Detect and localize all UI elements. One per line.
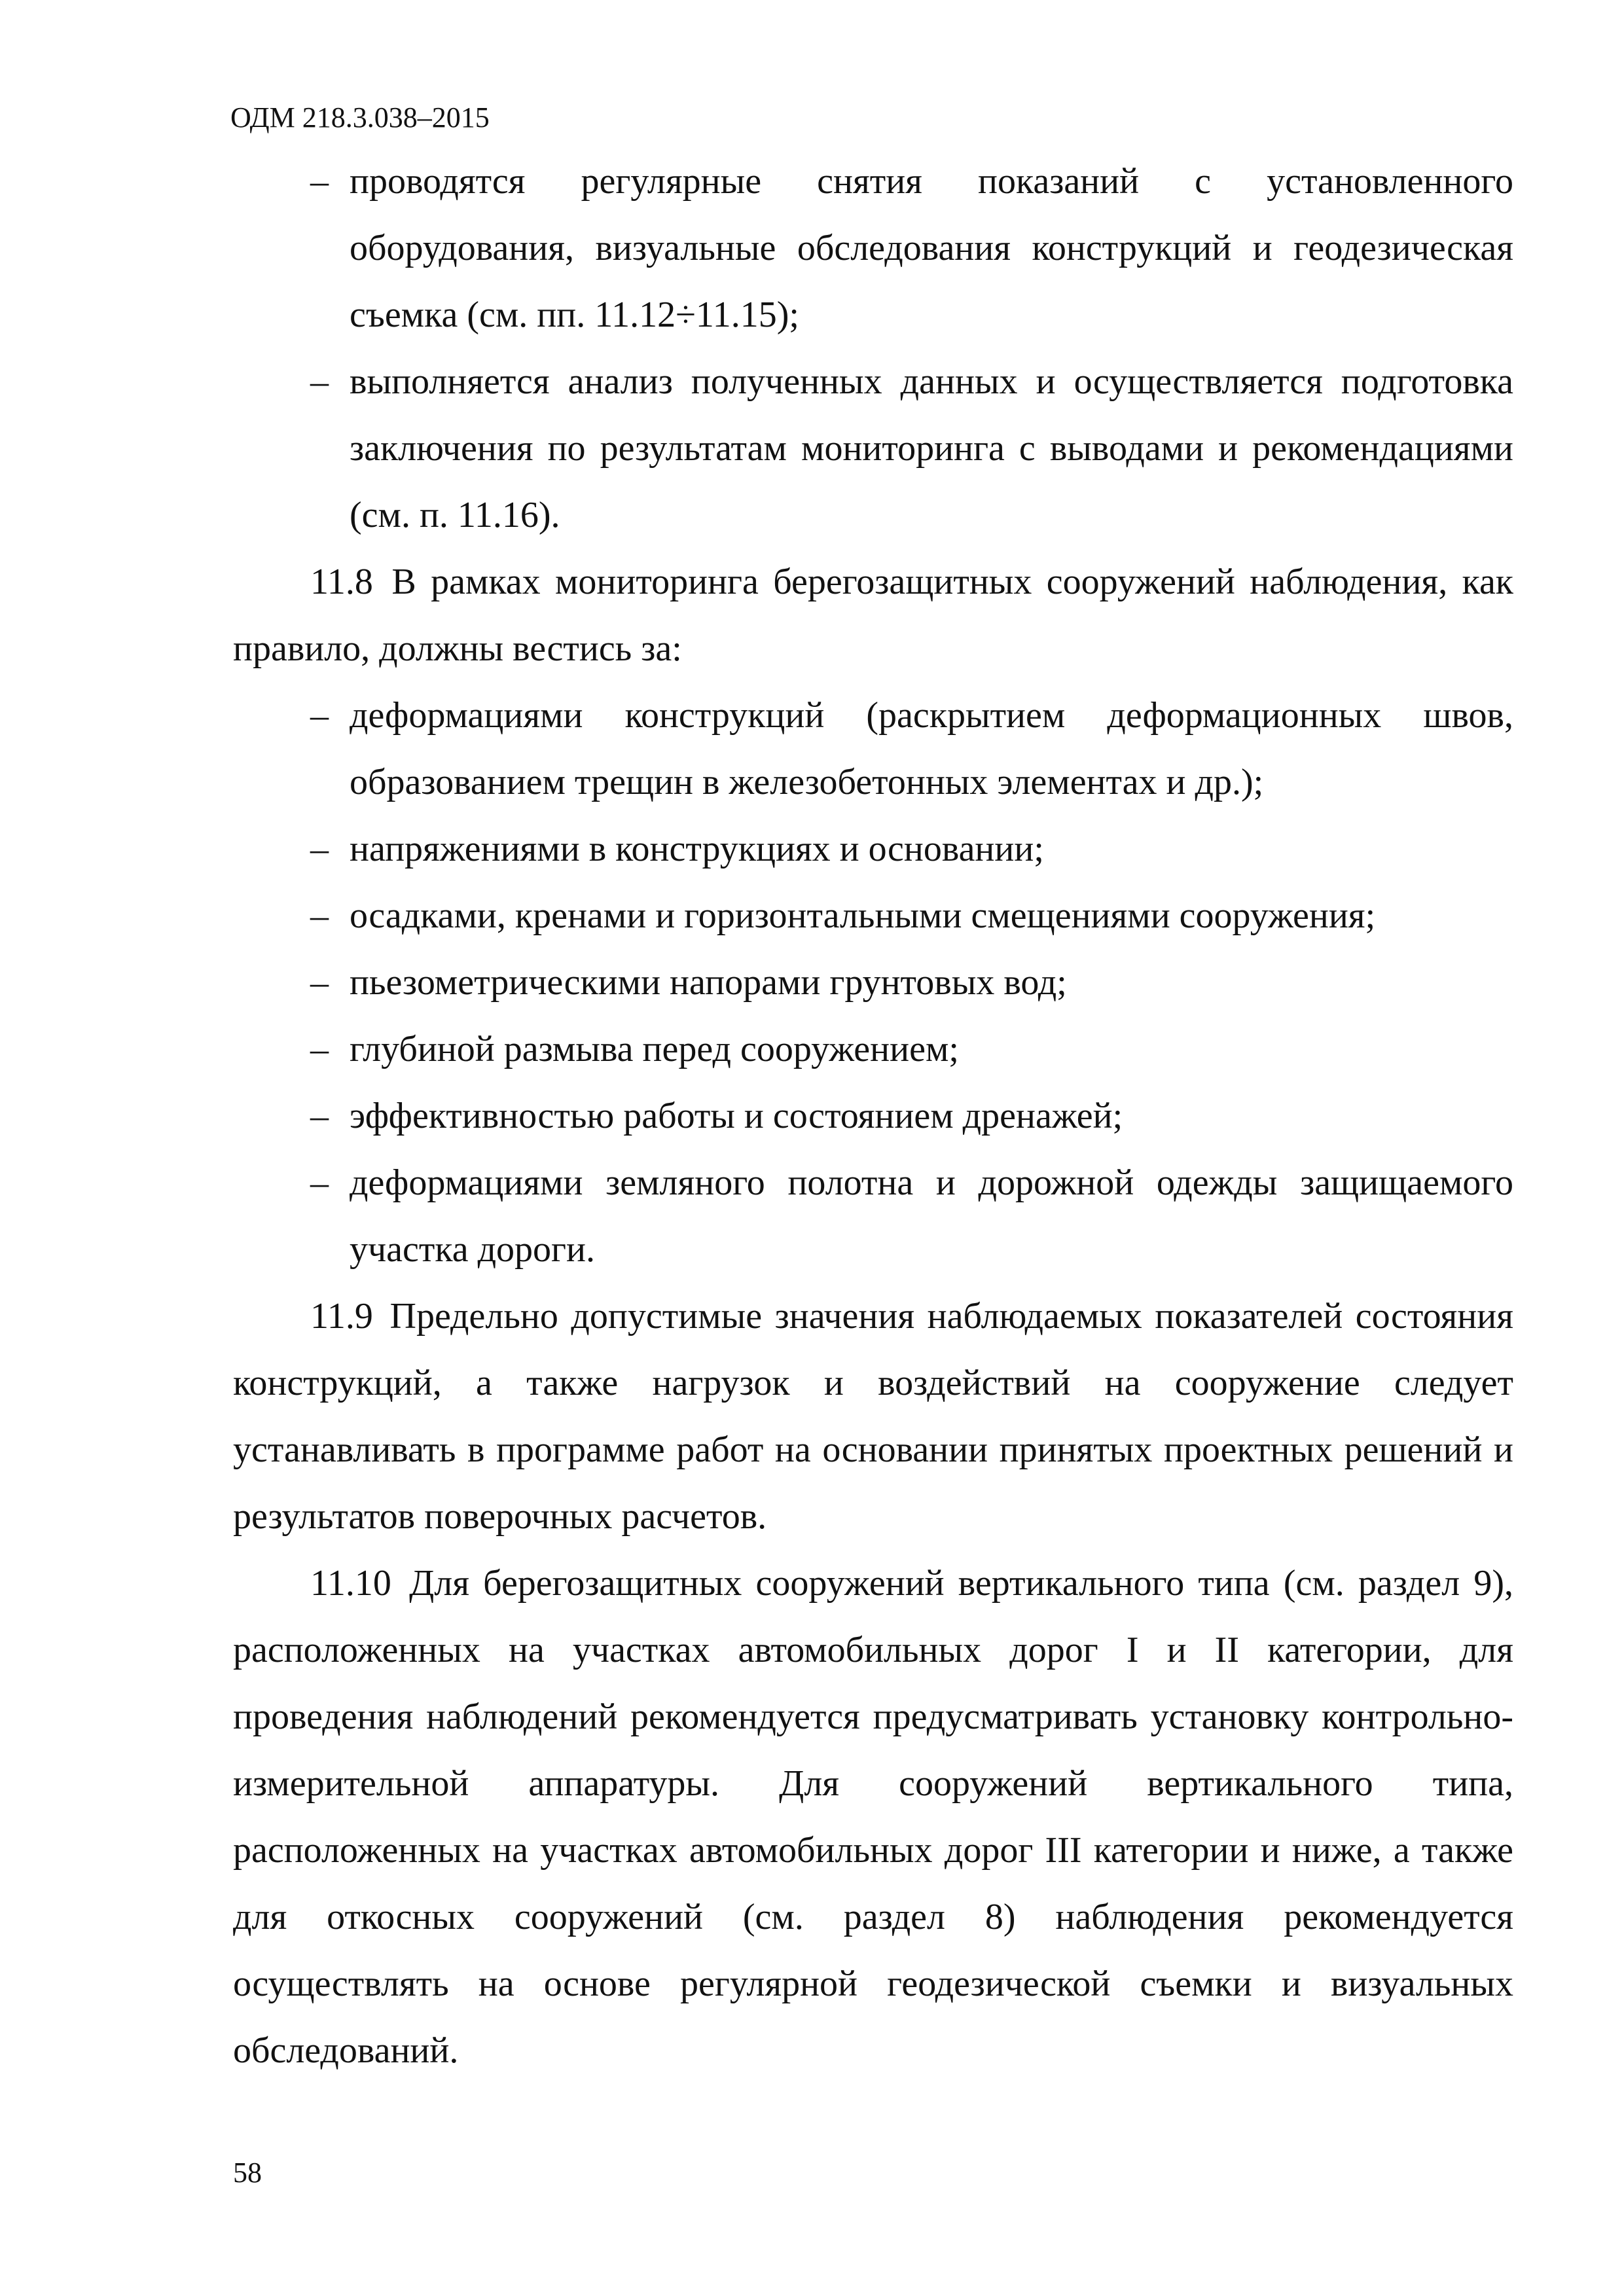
- list-item-text: деформациями конструкций (раскрытием деформационных швов, образованием трещин в железобетонных элементах и др.);: [350, 695, 1513, 802]
- list-item-text: пьезометрическими напорами грунтовых вод;: [350, 962, 1067, 1003]
- section-number: 11.8: [310, 562, 373, 602]
- document-code-header: ОДМ 218.3.038–2015: [230, 101, 490, 134]
- paragraph-text: Для берегозащитных сооружений вертикального типа (см. раздел 9), расположенных на участках автомобильных дорог I и II категории, для проведения наблюдений рекомендуется предусматривать установку контрольно-измерительной аппаратуры. Для сооружений вертикального типа, расположенных на участках автомобильных дорог III категории и ниже, а также для откосных сооружений (см. раздел 8) наблюдения рекомендуется осуществлять на основе регулярной геодезической съемки и визуальных обследований.: [233, 1563, 1514, 2071]
- list-item-text: выполняется анализ полученных данных и осуществляется подготовка заключения по результатам мониторинга с выводами и рекомендациями (см. п. 11.16).: [350, 361, 1513, 535]
- list-item-text: напряжениями в конструкциях и основании;: [350, 829, 1044, 869]
- section-number: 11.9: [310, 1296, 373, 1336]
- paragraph-11-8: [233, 548, 1513, 682]
- list-item-text: глубиной размыва перед сооружением;: [350, 1029, 959, 1069]
- list-item: [233, 949, 1513, 1016]
- list-item: [233, 682, 1513, 816]
- list-dash: –: [310, 361, 329, 402]
- list-item: [233, 1149, 1513, 1283]
- list-dash: –: [310, 829, 329, 869]
- list-dash: –: [310, 1029, 329, 1069]
- list-item: [233, 1083, 1513, 1149]
- list-item-text: эффективностью работы и состоянием дренажей;: [350, 1096, 1123, 1136]
- list-item: [233, 148, 1513, 348]
- list-dash: –: [310, 895, 329, 936]
- list-item-text: деформациями земляного полотна и дорожной одежды защищаемого участка дороги.: [350, 1162, 1513, 1270]
- list-dash: –: [310, 161, 329, 202]
- list-item: [233, 882, 1513, 949]
- paragraph-text: В рамках мониторинга берегозащитных сооружений наблюдения, как правило, должны вестись за:: [233, 562, 1514, 669]
- list-dash: –: [310, 962, 329, 1003]
- document-body: [233, 148, 1513, 2084]
- list-item: [233, 1016, 1513, 1083]
- paragraph-11-10: [233, 1550, 1513, 2084]
- list-dash: –: [310, 1096, 329, 1136]
- list-dash: –: [310, 1162, 329, 1203]
- page-number: 58: [233, 2157, 262, 2189]
- paragraph-text: Предельно допустимые значения наблюдаемых показателей состояния конструкций, а также нагрузок и воздействий на сооружение следует устанавливать в программе работ на основании принятых проектных решений и результатов поверочных расчетов.: [233, 1296, 1513, 1537]
- section-number: 11.10: [310, 1563, 391, 1604]
- list-item: [233, 348, 1513, 548]
- paragraph-11-9: [233, 1283, 1513, 1550]
- list-item-text: проводятся регулярные снятия показаний с установленного оборудования, визуальные обследования конструкций и геодезическая съемка (см. пп. 11.12÷11.15);: [350, 161, 1513, 335]
- list-item: [233, 816, 1513, 882]
- list-item-text: осадками, кренами и горизонтальными смещениями сооружения;: [350, 895, 1376, 936]
- list-dash: –: [310, 695, 329, 736]
